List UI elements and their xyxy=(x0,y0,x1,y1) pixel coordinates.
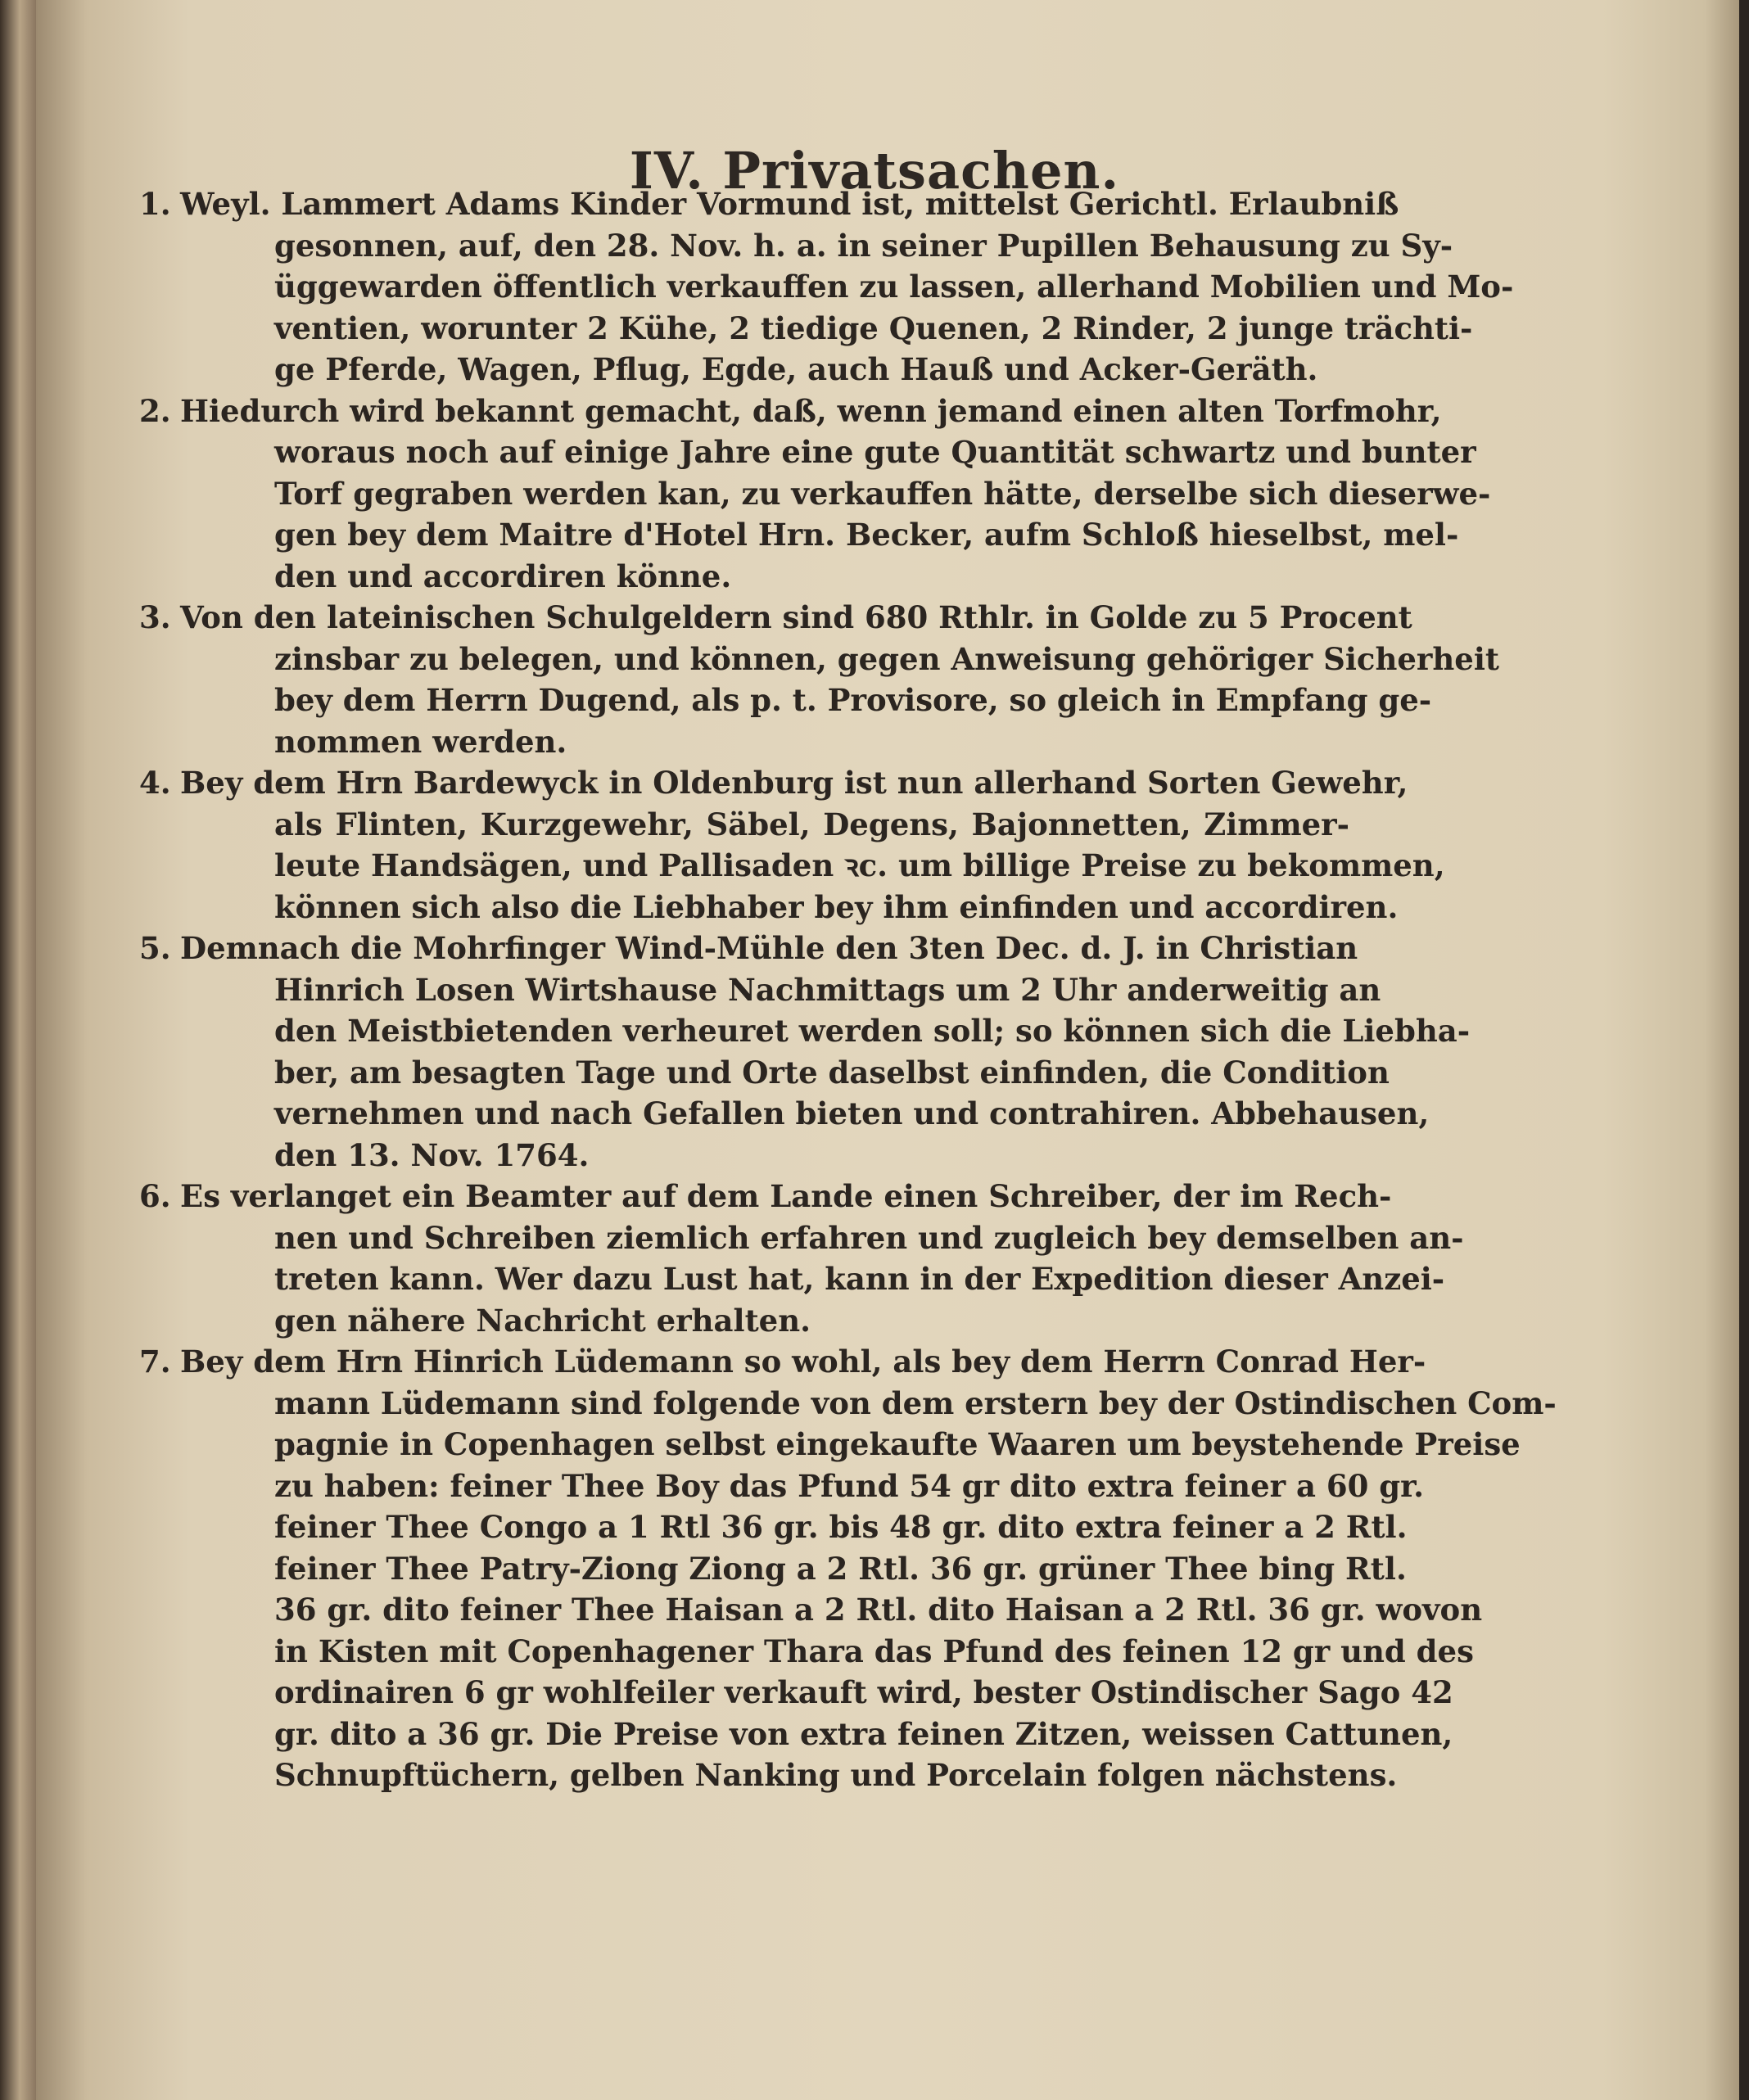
item-number: 1. xyxy=(139,186,171,222)
text-line: gen nähere Nachricht erhalten. xyxy=(274,1302,811,1339)
text-line: ber, am besagten Tage und Orte daselbst einfinden, die Condition xyxy=(274,1054,1390,1091)
notice-item xyxy=(139,391,1491,598)
notice-item xyxy=(139,762,1445,928)
text-line: pagnie in Copenhagen selbst eingekaufte Waaren um beystehende Preise xyxy=(274,1426,1521,1462)
text-line: ge Pferde, Wagen, Pflug, Egde, auch Hauß und Acker-Geräth. xyxy=(274,351,1318,387)
text-line: Von den lateinischen Schulgeldern sind 680 Rthlr. in Golde zu 5 Procent xyxy=(180,599,1412,635)
text-line: in Kisten mit Copenhagener Thara das Pfund des feinen 12 gr und des xyxy=(274,1633,1474,1669)
text-line: Hiedurch wird bekannt gemacht, daß, wenn jemand einen alten Torfmohr, xyxy=(180,392,1442,429)
text-line: 36 gr. dito feiner Thee Haisan a 2 Rtl. dito Haisan a 2 Rtl. 36 gr. wovon xyxy=(274,1592,1483,1628)
item-number: 7. xyxy=(139,1344,171,1380)
text-line: feiner Thee Patry-Ziong Ziong a 2 Rtl. 36 gr. grüner Thee bing Rtl. xyxy=(274,1550,1407,1587)
section-heading: IV. Privatsachen. xyxy=(629,141,1120,201)
text-line: Bey dem Hrn Hinrich Lüdemann so wohl, als bey dem Herrn Conrad Her- xyxy=(180,1344,1426,1380)
text-line: Hinrich Losen Wirtshause Nachmittags um 2 Uhr anderweitig an xyxy=(274,971,1381,1008)
notice-list xyxy=(139,183,1557,1796)
text-line: Weyl. Lammert Adams Kinder Vormund ist, mittelst Gerichtl. Erlaubniß xyxy=(180,186,1399,222)
text-line: ordinairen 6 gr wohlfeiler verkauft wird, bester Ostindischer Sago 42 xyxy=(274,1674,1453,1710)
text-line: den und accordiren könne. xyxy=(274,558,732,594)
item-number: 3. xyxy=(139,599,171,635)
text-line: feiner Thee Congo a 1 Rtl 36 gr. bis 48 gr. dito extra feiner a 2 Rtl. xyxy=(274,1509,1408,1545)
notice-item xyxy=(139,183,1514,391)
item-number: 2. xyxy=(139,392,171,429)
text-line: treten kann. Wer dazu Lust hat, kann in der Expedition dieser Anzei- xyxy=(274,1261,1445,1297)
text-line: können sich also die Liebhaber bey ihm einfinden und accordiren. xyxy=(274,888,1399,925)
text-line: zu haben: feiner Thee Boy das Pfund 54 gr dito extra feiner a 60 gr. xyxy=(274,1467,1425,1504)
text-line: als Flinten, Kurzgewehr, Säbel, Degens, Bajonnetten, Zimmer- xyxy=(274,806,1349,842)
text-line: ventien, worunter 2 Kühe, 2 tiedige Quenen, 2 Rinder, 2 junge trächti- xyxy=(274,309,1473,346)
text-line: Torf gegraben werden kan, zu verkauffen hätte, derselbe sich dieserwe- xyxy=(274,475,1491,512)
text-line: Schnupftüchern, gelben Nanking und Porcelain folgen nächstens. xyxy=(274,1757,1398,1793)
text-line: den 13. Nov. 1764. xyxy=(274,1136,590,1173)
item-number: 5. xyxy=(139,930,171,966)
text-line: nen und Schreiben ziemlich erfahren und zugleich bey demselben an- xyxy=(274,1219,1464,1256)
text-line: nommen werden. xyxy=(274,723,567,760)
text-line: gen bey dem Maitre d'Hotel Hrn. Becker, aufm Schloß hieselbst, mel- xyxy=(274,517,1459,553)
text-line: gesonnen, auf, den 28. Nov. h. a. in seiner Pupillen Behausung zu Sy- xyxy=(274,227,1453,264)
item-number: 6. xyxy=(139,1178,171,1214)
notice-item xyxy=(139,1341,1557,1796)
text-line: leute Handsägen, und Pallisaden ꝛc. um billige Preise zu bekommen, xyxy=(274,847,1445,883)
adjacent-page-edge xyxy=(0,0,36,2100)
item-number: 4. xyxy=(139,765,171,801)
text-line: woraus noch auf einige Jahre eine gute Quantität schwartz und bunter xyxy=(274,434,1476,470)
notice-item xyxy=(139,597,1499,762)
text-line: Demnach die Mohrfinger Wind-Mühle den 3ten Dec. d. J. in Christian xyxy=(180,930,1358,966)
text-line: Es verlanget ein Beamter auf dem Lande einen Schreiber, der im Rech- xyxy=(180,1178,1392,1214)
notice-item xyxy=(139,1176,1464,1341)
text-line: den Meistbietenden verheuret werden soll; so können sich die Liebha- xyxy=(274,1013,1471,1049)
notice-item xyxy=(139,928,1471,1176)
text-line: mann Lüdemann sind folgende von dem erstern bey der Ostindischen Com- xyxy=(274,1384,1557,1421)
text-line: Bey dem Hrn Bardewyck in Oldenburg ist nun allerhand Sorten Gewehr, xyxy=(180,765,1408,801)
text-line: gr. dito a 36 gr. Die Preise von extra feinen Zitzen, weissen Cattunen, xyxy=(274,1715,1453,1752)
text-line: bey dem Herrn Dugend, als p. t. Provisore, so gleich in Empfang ge- xyxy=(274,682,1432,718)
text-line: zinsbar zu belegen, und können, gegen Anweisung gehöriger Sicherheit xyxy=(274,640,1499,677)
text-line: vernehmen und nach Gefallen bieten und contrahiren. Abbehausen, xyxy=(274,1095,1430,1131)
text-line: üggewarden öffentlich verkauffen zu lassen, allerhand Mobilien und Mo- xyxy=(274,269,1514,305)
